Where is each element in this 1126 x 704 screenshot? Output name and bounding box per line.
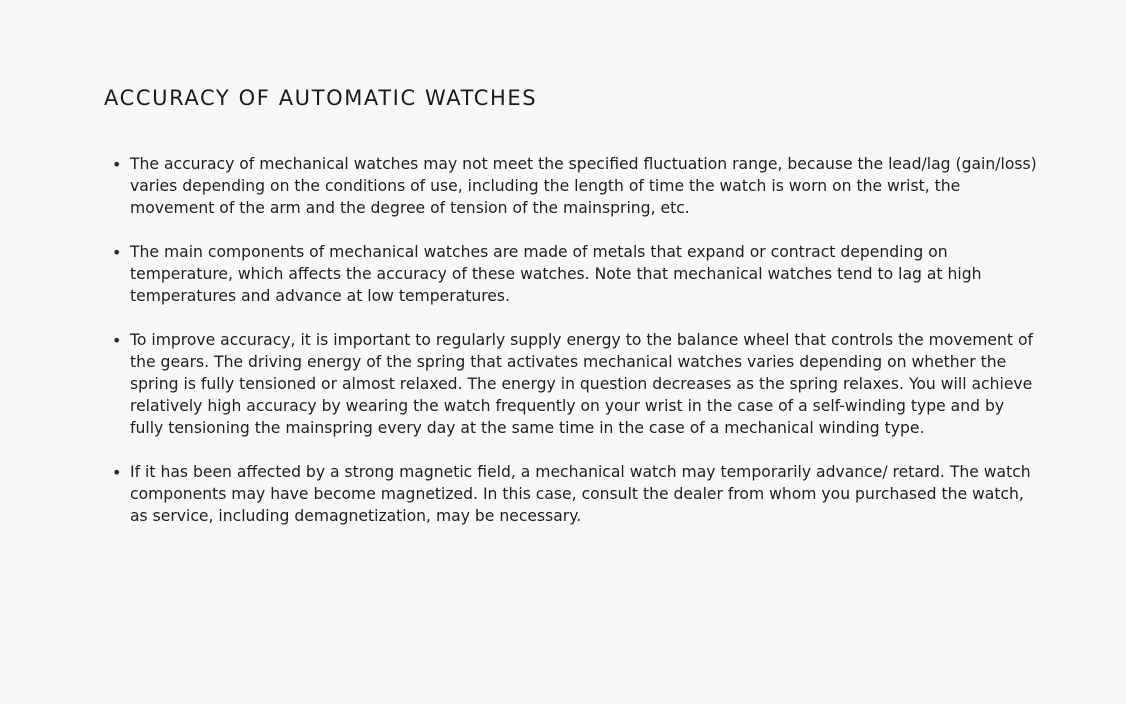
bullet-dot-icon: • — [112, 155, 122, 174]
bullet-text: To improve accuracy, it is important to regularly supply energy to the balance wheel that controls the movement of the gears. The driving energy of the spring that activates mechanical watches varies depending on whether the spring is fully tensioned or almost relaxed. The energy in question decreases as the spring relaxes. You will achieve relatively high accuracy by wearing the watch frequently on your wrist in the case of a self-winding type and by fully tensioning the mainspring every day at the same time in the case of a mechanical winding type. — [130, 331, 1033, 437]
list-item — [112, 153, 1037, 219]
list-item — [112, 461, 1037, 527]
bullet-text: If it has been affected by a strong magnetic field, a mechanical watch may temporarily advance/ retard. The watch components may have become magnetized. In this case, consult the dealer from whom you purchased the watch, as service, including demagnetization, may be necessary. — [130, 463, 1031, 525]
bullet-dot-icon: • — [112, 463, 122, 482]
bullet-dot-icon: • — [112, 243, 122, 262]
page-title: ACCURACY OF AUTOMATIC WATCHES — [104, 86, 538, 110]
list-item — [112, 329, 1037, 439]
bullet-text: The main components of mechanical watches are made of metals that expand or contract depending on temperature, which affects the accuracy of these watches. Note that mechanical watches tend to lag at high temperatures and advance at low temperatures. — [130, 243, 982, 305]
list-item — [112, 241, 1037, 307]
bullet-text: The accuracy of mechanical watches may not meet the specified fluctuation range, because the lead/lag (gain/loss) varies depending on the conditions of use, including the length of time the watch is worn on the wrist, the movement of the arm and the degree of tension of the mainspring, etc. — [130, 155, 1037, 217]
accuracy-bullet-list — [112, 153, 1037, 549]
bullet-dot-icon: • — [112, 331, 122, 350]
